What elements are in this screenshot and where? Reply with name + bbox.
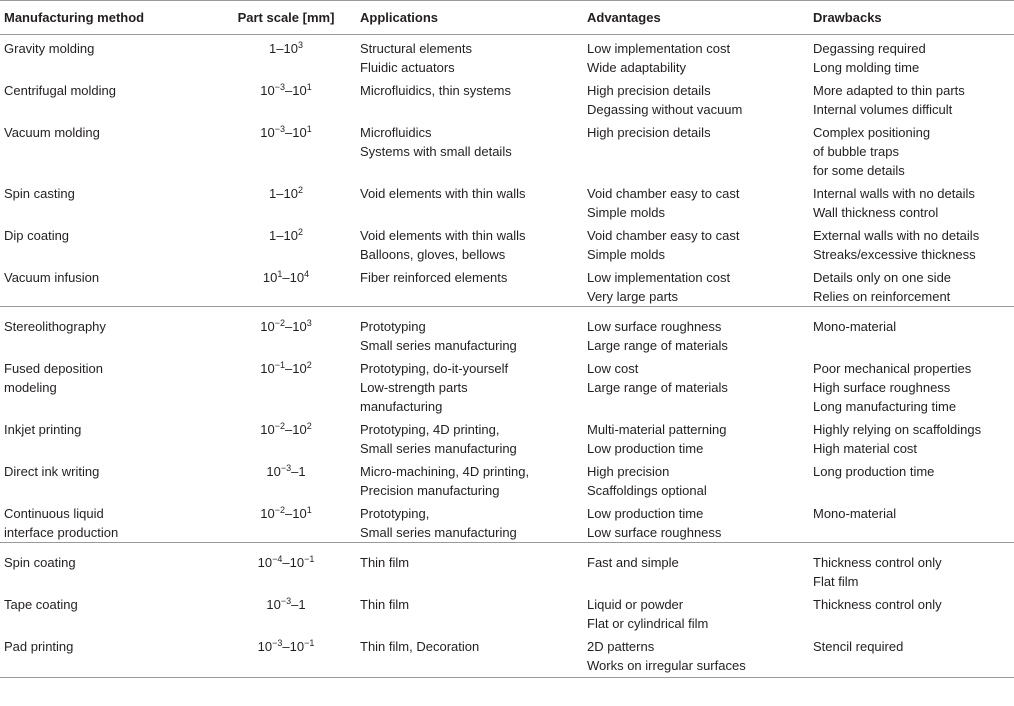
advantages-cell [587, 416, 813, 458]
drawbacks-cell [813, 264, 1014, 307]
drawbacks-line: Degassing required [813, 41, 926, 56]
part-scale-cell [212, 222, 360, 264]
scale-exponent: −3 [280, 463, 292, 473]
manufacturing-method-line: Fused deposition [4, 361, 104, 376]
advantages-cell [587, 355, 813, 416]
advantages-line: Low production time [587, 441, 704, 456]
advantages-line: High precision [587, 464, 670, 479]
advantages-line: Low production time [587, 506, 704, 521]
part-scale-cell [212, 264, 360, 307]
part-scale-value [212, 39, 360, 58]
applications-line: Thin film [360, 597, 410, 612]
drawbacks-cell [813, 633, 1014, 678]
drawbacks-cell [813, 307, 1014, 356]
advantages-cell [587, 458, 813, 500]
drawbacks-line: of bubble traps [813, 144, 900, 159]
manufacturing-method-cell [0, 119, 212, 180]
applications-line: Prototyping, do-it-yourself [360, 361, 509, 376]
applications-line: Systems with small details [360, 144, 512, 159]
applications-cell [360, 458, 587, 500]
header-row [0, 1, 1014, 35]
part-scale-cell [212, 543, 360, 592]
scale-exponent: −3 [274, 82, 285, 92]
drawbacks-line: Long molding time [813, 60, 920, 75]
applications-cell [360, 416, 587, 458]
manufacturing-method-cell [0, 35, 212, 78]
manufacturing-method-cell [0, 222, 212, 264]
manufacturing-method-line: Spin casting [4, 186, 75, 201]
applications-cell [360, 307, 587, 356]
advantages-line: Works on irregular surfaces [587, 658, 746, 673]
scale-exponent: 1 [277, 269, 283, 279]
scale-exponent: 1 [306, 124, 312, 134]
advantages-cell [587, 264, 813, 307]
drawbacks-line: Mono-material [813, 506, 897, 521]
scale-exponent: −4 [272, 554, 283, 564]
manufacturing-method-cell [0, 633, 212, 678]
part-scale-cell [212, 633, 360, 678]
applications-cell [360, 222, 587, 264]
drawbacks-line: Wall thickness control [813, 205, 939, 220]
applications-line: Precision manufacturing [360, 483, 500, 498]
part-scale-value [212, 123, 360, 142]
scale-base: –10 [285, 422, 307, 437]
advantages-cell [587, 307, 813, 356]
manufacturing-method-line: Continuous liquid [4, 506, 104, 521]
scale-base: –10 [285, 361, 307, 376]
applications-cell [360, 633, 587, 678]
table-row [0, 180, 1014, 222]
manufacturing-method-cell [0, 264, 212, 307]
part-scale-value [212, 637, 360, 656]
header-applications: Applications [360, 1, 587, 35]
applications-line: Balloons, gloves, bellows [360, 247, 506, 262]
header-drawbacks: Drawbacks [813, 1, 1014, 35]
scale-exponent: −3 [272, 638, 283, 648]
applications-line: Void elements with thin walls [360, 228, 526, 243]
part-scale-value [212, 184, 360, 203]
manufacturing-method-line: Pad printing [4, 639, 74, 654]
manufacturing-method-cell [0, 180, 212, 222]
drawbacks-line: High material cost [813, 441, 918, 456]
part-scale-value [212, 553, 360, 572]
scale-base: 1–10 [269, 41, 298, 56]
applications-cell [360, 264, 587, 307]
drawbacks-cell [813, 119, 1014, 180]
table-row [0, 500, 1014, 543]
advantages-cell [587, 500, 813, 543]
part-scale-cell [212, 180, 360, 222]
table-row [0, 77, 1014, 119]
manufacturing-method-line: Vacuum infusion [4, 270, 100, 285]
part-scale-value [212, 268, 360, 287]
advantages-cell [587, 35, 813, 78]
scale-base: 10 [260, 319, 275, 334]
part-scale-value [212, 595, 360, 614]
manufacturing-method-cell [0, 416, 212, 458]
scale-exponent: 2 [306, 421, 312, 431]
part-scale-cell [212, 77, 360, 119]
manufacturing-method-line: modeling [4, 380, 57, 395]
scale-base: 10 [266, 464, 281, 479]
scale-base: 10 [262, 270, 278, 285]
advantages-cell [587, 633, 813, 678]
manufacturing-method-cell [0, 500, 212, 543]
drawbacks-line: Complex positioning [813, 125, 931, 140]
manufacturing-method-line: Stereolithography [4, 319, 106, 334]
advantages-line: Flat or cylindrical film [587, 616, 709, 631]
scale-exponent: 1 [306, 82, 312, 92]
applications-line: Thin film [360, 555, 410, 570]
advantages-line: Simple molds [587, 205, 666, 220]
scale-exponent: −3 [274, 124, 285, 134]
manufacturing-method-line: Gravity molding [4, 41, 95, 56]
scale-base: 10 [257, 639, 273, 654]
scale-exponent: −2 [274, 505, 285, 515]
scale-exponent: −2 [274, 421, 285, 431]
applications-cell [360, 119, 587, 180]
drawbacks-line: Streaks/excessive thickness [813, 247, 976, 262]
applications-line: Void elements with thin walls [360, 186, 526, 201]
drawbacks-line: Thickness control only [813, 597, 942, 612]
scale-base: 10 [260, 506, 275, 521]
scale-base: –10 [285, 125, 307, 140]
manufacturing-method-cell [0, 591, 212, 633]
drawbacks-line: Stencil required [813, 639, 904, 654]
applications-line: Small series manufacturing [360, 441, 517, 456]
drawbacks-cell [813, 500, 1014, 543]
advantages-line: Low implementation cost [587, 41, 731, 56]
advantages-line: Low implementation cost [587, 270, 731, 285]
scale-exponent: 3 [297, 40, 303, 50]
table-row [0, 355, 1014, 416]
scale-exponent: −2 [274, 318, 285, 328]
part-scale-cell [212, 355, 360, 416]
advantages-line: Very large parts [587, 289, 679, 304]
manufacturing-method-line: Vacuum molding [4, 125, 100, 140]
drawbacks-line: Highly relying on scaffoldings [813, 422, 982, 437]
drawbacks-line: Relies on reinforcement [813, 289, 951, 304]
manufacturing-method-line: Centrifugal molding [4, 83, 117, 98]
scale-base: –1 [291, 597, 306, 612]
advantages-line: 2D patterns [587, 639, 655, 654]
drawbacks-line: Long manufacturing time [813, 399, 957, 414]
scale-exponent: 2 [297, 227, 303, 237]
scale-base: 10 [260, 361, 275, 376]
applications-line: Microfluidics [360, 125, 432, 140]
drawbacks-line: Internal volumes difficult [813, 102, 953, 117]
scale-base: 10 [260, 422, 275, 437]
header-manufacturing-method: Manufacturing method [0, 1, 212, 35]
drawbacks-line: High surface roughness [813, 380, 951, 395]
table-row [0, 307, 1014, 356]
applications-cell [360, 35, 587, 78]
part-scale-value [212, 504, 360, 523]
applications-cell [360, 543, 587, 592]
drawbacks-line: for some details [813, 163, 905, 178]
advantages-line: Void chamber easy to cast [587, 186, 740, 201]
part-scale-cell [212, 119, 360, 180]
advantages-cell [587, 591, 813, 633]
table-row [0, 458, 1014, 500]
scale-exponent: 3 [306, 318, 312, 328]
scale-base: 10 [260, 83, 275, 98]
manufacturing-method-cell [0, 543, 212, 592]
scale-exponent: −3 [280, 596, 292, 606]
drawbacks-line: Flat film [813, 574, 859, 589]
advantages-line: Void chamber easy to cast [587, 228, 740, 243]
drawbacks-line: More adapted to thin parts [813, 83, 965, 98]
scale-base: 10 [260, 125, 275, 140]
table-row [0, 633, 1014, 678]
manufacturing-method-cell [0, 355, 212, 416]
scale-exponent: −1 [304, 554, 315, 564]
scale-exponent: −1 [274, 360, 285, 370]
advantages-cell [587, 119, 813, 180]
scale-base: 1–10 [269, 228, 298, 243]
manufacturing-method-line: interface production [4, 525, 119, 540]
advantages-cell [587, 180, 813, 222]
advantages-cell [587, 222, 813, 264]
applications-line: Thin film, Decoration [360, 639, 480, 654]
scale-exponent: 4 [304, 269, 310, 279]
applications-cell [360, 500, 587, 543]
advantages-line: High precision details [587, 83, 711, 98]
advantages-line: Wide adaptability [587, 60, 686, 75]
part-scale-value [212, 81, 360, 100]
manufacturing-method-cell [0, 77, 212, 119]
drawbacks-line: Thickness control only [813, 555, 942, 570]
drawbacks-cell [813, 77, 1014, 119]
table-body [0, 35, 1014, 678]
header-advantages: Advantages [587, 1, 813, 35]
scale-exponent: 1 [306, 505, 312, 515]
scale-base: –10 [285, 319, 307, 334]
drawbacks-line: Details only on one side [813, 270, 952, 285]
drawbacks-line: External walls with no details [813, 228, 980, 243]
drawbacks-cell [813, 458, 1014, 500]
applications-cell [360, 180, 587, 222]
drawbacks-line: Poor mechanical properties [813, 361, 972, 376]
scale-exponent: 2 [297, 185, 303, 195]
scale-base: –10 [285, 83, 307, 98]
advantages-line: Liquid or powder [587, 597, 684, 612]
scale-base: 1–10 [269, 186, 298, 201]
scale-exponent: 2 [306, 360, 312, 370]
applications-line: Low-strength parts [360, 380, 468, 395]
part-scale-cell [212, 591, 360, 633]
drawbacks-cell [813, 355, 1014, 416]
part-scale-cell [212, 307, 360, 356]
advantages-line: Large range of materials [587, 380, 728, 395]
advantages-line: Low surface roughness [587, 319, 722, 334]
drawbacks-line: Mono-material [813, 319, 897, 334]
applications-line: Prototyping [360, 319, 426, 334]
applications-line: Prototyping, 4D printing, [360, 422, 500, 437]
drawbacks-cell [813, 35, 1014, 78]
scale-base: –10 [282, 555, 305, 570]
advantages-line: Multi-material patterning [587, 422, 727, 437]
applications-line: Prototyping, [360, 506, 430, 521]
scale-base: –10 [285, 506, 307, 521]
applications-line: Small series manufacturing [360, 338, 517, 353]
header-part-scale: Part scale [mm] [212, 1, 360, 35]
advantages-cell [587, 543, 813, 592]
part-scale-cell [212, 500, 360, 543]
applications-line: Small series manufacturing [360, 525, 517, 540]
advantages-line: Scaffoldings optional [587, 483, 707, 498]
applications-line: Micro-machining, 4D printing, [360, 464, 530, 479]
manufacturing-method-line: Inkjet printing [4, 422, 82, 437]
advantages-line: Simple molds [587, 247, 666, 262]
part-scale-value [212, 226, 360, 245]
advantages-line: Low surface roughness [587, 525, 722, 540]
advantages-line: Degassing without vacuum [587, 102, 743, 117]
advantages-cell [587, 77, 813, 119]
manufacturing-method-line: Direct ink writing [4, 464, 100, 479]
scale-base: –10 [282, 639, 305, 654]
scale-base: 10 [266, 597, 281, 612]
advantages-line: High precision details [587, 125, 711, 140]
part-scale-cell [212, 458, 360, 500]
applications-cell [360, 591, 587, 633]
part-scale-cell [212, 416, 360, 458]
drawbacks-cell [813, 543, 1014, 592]
applications-cell [360, 77, 587, 119]
applications-line: Fiber reinforced elements [360, 270, 508, 285]
manufacturing-method-line: Tape coating [4, 597, 78, 612]
scale-base: –1 [291, 464, 306, 479]
part-scale-value [212, 420, 360, 439]
applications-line: Fluidic actuators [360, 60, 455, 75]
scale-base: 10 [257, 555, 273, 570]
drawbacks-line: Long production time [813, 464, 935, 479]
part-scale-value [212, 317, 360, 336]
applications-cell [360, 355, 587, 416]
part-scale-value [212, 359, 360, 378]
scale-base: –10 [282, 270, 305, 285]
table-header [0, 1, 1014, 35]
table-row [0, 416, 1014, 458]
manufacturing-method-cell [0, 307, 212, 356]
table-row [0, 543, 1014, 592]
manufacturing-method-line: Spin coating [4, 555, 76, 570]
table-row [0, 591, 1014, 633]
advantages-line: Large range of materials [587, 338, 728, 353]
drawbacks-cell [813, 416, 1014, 458]
applications-line: Microfluidics, thin systems [360, 83, 511, 98]
manufacturing-method-line: Dip coating [4, 228, 70, 243]
advantages-line: Low cost [587, 361, 639, 376]
table-row [0, 264, 1014, 307]
table-row [0, 35, 1014, 78]
drawbacks-line: Internal walls with no details [813, 186, 975, 201]
part-scale-value [212, 462, 360, 481]
scale-exponent: −1 [304, 638, 315, 648]
table-row [0, 119, 1014, 180]
drawbacks-cell [813, 180, 1014, 222]
manufacturing-method-cell [0, 458, 212, 500]
advantages-line: Fast and simple [587, 555, 679, 570]
drawbacks-cell [813, 591, 1014, 633]
drawbacks-cell [813, 222, 1014, 264]
applications-line: Structural elements [360, 41, 472, 56]
applications-line: manufacturing [360, 399, 443, 414]
part-scale-cell [212, 35, 360, 78]
table-row [0, 222, 1014, 264]
